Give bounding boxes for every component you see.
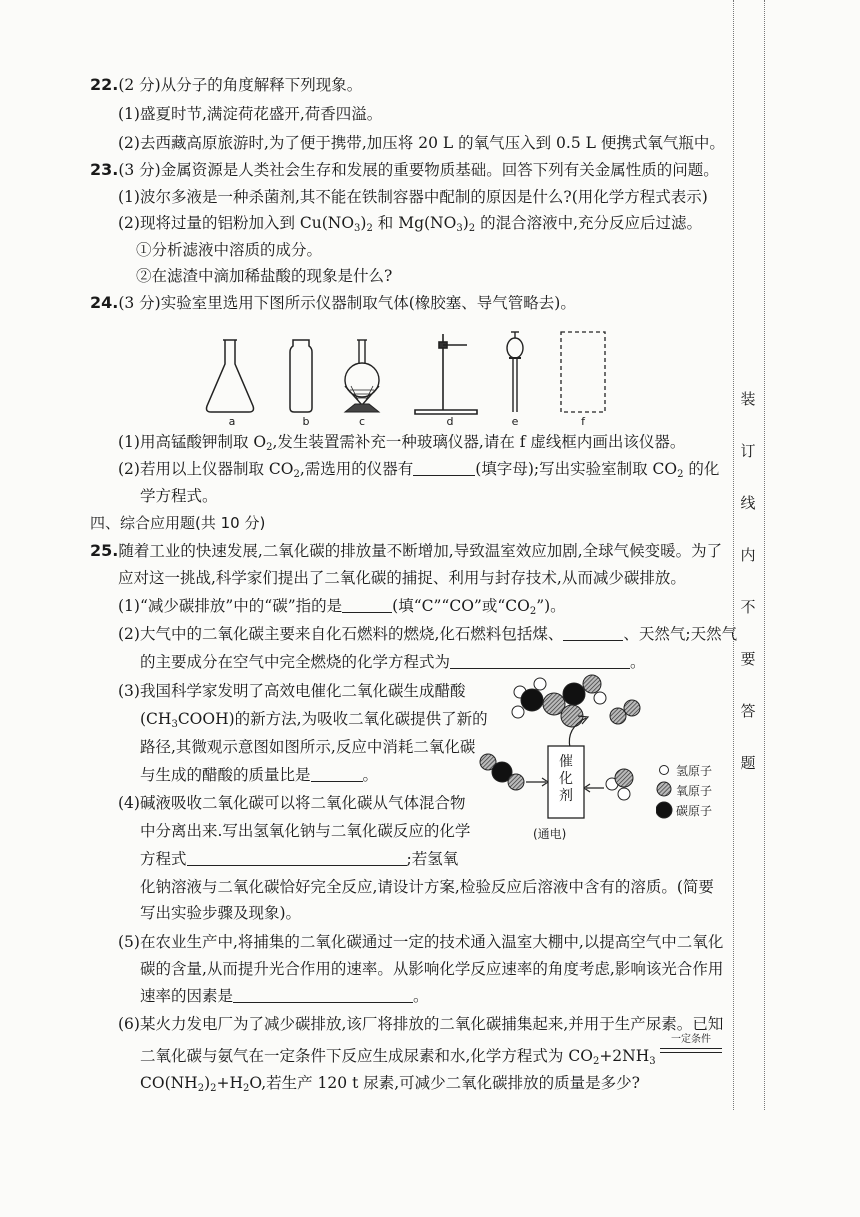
q25-part4-l1: (4)碱液吸收二氧化碳可以将二氧化碳从气体混合物 [118, 794, 466, 812]
q25-part4-l3: 方程式 ;若氢氧 [140, 850, 459, 868]
q25-part3-l4: 与生成的醋酸的质量比是 。 [140, 766, 379, 784]
q25-part6-l3: $CO(NH_2)_2+H_2O$,若生产 120 t 尿素,可减少二氧化碳排放的质量是多少? [140, 1074, 640, 1094]
iron-stand-icon [415, 334, 477, 414]
q24-part1: (1)用高锰酸钾制取 $O_2$,发生装置需补充一种玻璃仪器,请在 f 虚线框内画出该仪器。 [118, 433, 686, 453]
q25-part5-l3: 速率的因素是 。 [140, 987, 429, 1005]
q25-part6-l2: 二氧化碳与氨气在一定条件下反应生成尿素和水,化学方程式为 $CO_2+2NH_3$ [140, 1047, 656, 1067]
reaction-condition: 一定条件 [660, 1034, 722, 1053]
q24-part2: (2)若用以上仪器制取 $CO_2$,需选用的仪器有 (填字母);写出实验室制取 $CO_2$ 的化 [118, 460, 720, 480]
label-f: f [581, 415, 585, 428]
water-molecule-icon [606, 769, 633, 800]
answer-blank[interactable] [450, 654, 630, 669]
q25-part4-l4: 化钠溶液与二氧化碳恰好完全反应,请设计方案,检验反应后溶液中含有的溶质。(简要 [140, 878, 714, 896]
binding-char: 内 [738, 544, 758, 565]
binding-char: 订 [738, 440, 758, 461]
round-flask-icon [345, 340, 379, 412]
binding-char: 不 [738, 596, 758, 617]
q25-part4-l5: 写出实验步骤及现象)。 [140, 904, 302, 922]
q23-part1: (1)波尔多液是一种杀菌剂,其不能在铁制容器中配制的原因是什么?(用化学方程式表示) [118, 188, 708, 206]
label-b: b [302, 415, 310, 428]
binding-char: 题 [738, 752, 758, 773]
gas-bottle-icon [290, 340, 312, 412]
co2-molecule-icon [480, 754, 524, 790]
q25-part2-cont: 的主要成分在空气中完全燃烧的化学方程式为 。 [140, 653, 646, 671]
q25-part1: (1)“减少碳排放”中的“碳”指的是 (填“C”“CO”或“$CO_2$”)。 [118, 597, 566, 617]
q25-heading-cont: 应对这一挑战,科学家们提出了二氧化碳的捕捉、利用与封存技术,从而减少碳排放。 [118, 569, 686, 587]
section-heading: 四、综合应用题(共 10 分) [90, 514, 266, 532]
acetic-acid-molecule-icon [512, 675, 606, 727]
q25-part5-l2: 碳的含量,从而提升光合作用的速率。从影响化学反应速率的角度考虑,影响该光合作用 [140, 960, 724, 978]
label-d: d [446, 415, 454, 428]
q23-sub2: ②在滤渣中滴加稀盐酸的现象是什么? [136, 267, 393, 285]
q25-part4-l2: 中分离出来.写出氢氧化钠与二氧化碳反应的化学 [140, 822, 471, 840]
legend-hydrogen: 氢原子 [676, 764, 713, 778]
catalyst-label: 催 化 剂 [559, 754, 573, 804]
answer-blank[interactable] [342, 598, 392, 613]
oxygen-molecule-icon [610, 700, 640, 724]
q25-part6-l1: (6)某火力发电厂为了减少碳排放,该厂将排放的二氧化碳捕集起来,并用于生产尿素。已知 [118, 1015, 724, 1033]
answer-blank[interactable] [233, 988, 413, 1003]
q22-part1: (1)盛夏时节,满淀荷花盛开,荷香四溢。 [118, 105, 383, 123]
q25-heading: 25.随着工业的快速发展,二氧化碳的排放量不断增加,导致温室效应加剧,全球气候变暖。为了 [90, 541, 723, 560]
answer-blank[interactable] [563, 626, 623, 641]
q23-heading: 23.(3 分)金属资源是人类社会生存和发展的重要物质基础。回答下列有关金属性质的问题。 [90, 160, 719, 179]
q25-part3-l1: (3)我国科学家发明了高效电催化二氧化碳生成醋酸 [118, 682, 466, 700]
q24-heading: 24.(3 分)实验室里选用下图所示仪器制取气体(橡胶塞、导气管略去)。 [90, 293, 576, 312]
q23-part2: (2)现将过量的铝粉加入到 $Cu(NO_3)_2$ 和 $Mg(NO_3)_2$ 的混合溶液中,充分反应后过滤。 [118, 214, 702, 234]
reaction-diagram [478, 670, 718, 850]
answer-blank[interactable] [311, 767, 363, 782]
q22-heading: 22.(2 分)从分子的角度解释下列现象。 [90, 75, 363, 94]
label-e: e [511, 415, 519, 428]
apparatus-figure [195, 328, 625, 428]
legend-oxygen: 氧原子 [676, 784, 713, 798]
q22-part2: (2)去西藏高原旅游时,为了便于携带,加压将 20 L 的氧气压入到 0.5 L 便携式氧气瓶中。 [118, 134, 725, 152]
legend-swatches [656, 762, 676, 820]
q25-part2: (2)大气中的二氧化碳主要来自化石燃料的燃烧,化石燃料包括煤、 、天然气;天然气 [118, 625, 738, 643]
label-a: a [228, 415, 236, 428]
power-label: (通电) [533, 827, 567, 841]
q25-part3-l3: 路径,其微观示意图如图所示,反应中消耗二氧化碳 [140, 738, 476, 756]
q25-part5-l1: (5)在农业生产中,将捕集的二氧化碳通过一定的技术通入温室大棚中,以提高空气中二氧化 [118, 933, 724, 951]
binding-char: 答 [738, 700, 758, 721]
answer-blank[interactable] [413, 461, 475, 476]
binding-char: 要 [738, 648, 758, 669]
label-c: c [358, 415, 366, 428]
binding-char: 装 [738, 388, 758, 409]
q23-sub1: ①分析滤液中溶质的成分。 [136, 241, 323, 259]
dashed-drawing-box [561, 332, 605, 412]
conical-flask-icon [207, 340, 254, 412]
q25-part3-l2: $(CH_3COOH)$的新方法,为吸收二氧化碳提供了新的 [140, 710, 488, 730]
legend-carbon: 碳原子 [676, 804, 713, 818]
separatory-funnel-icon [507, 332, 523, 412]
binding-char: 线 [738, 492, 758, 513]
answer-blank[interactable] [187, 851, 407, 866]
q24-part2-cont: 学方程式。 [140, 487, 218, 505]
